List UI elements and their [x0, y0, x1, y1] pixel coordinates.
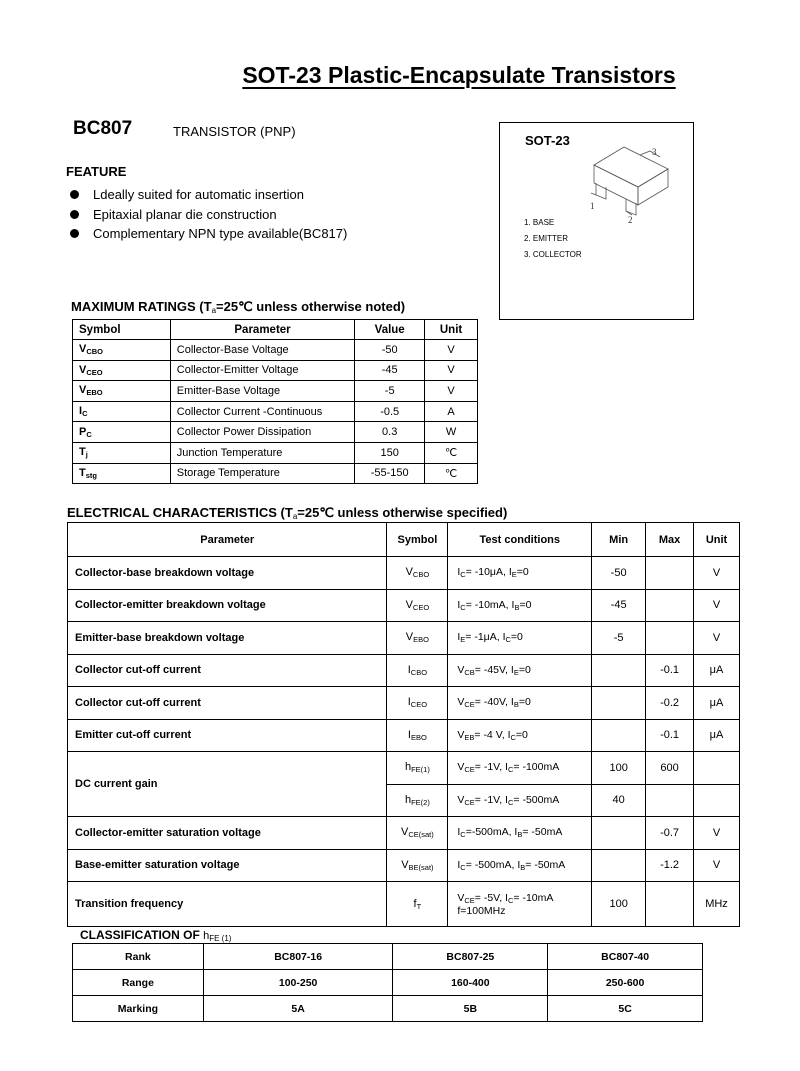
value-cell: 0.3 [355, 422, 425, 443]
table-row [73, 422, 478, 443]
test-conditions-cell: $V_{CB}= -45V$, $I_E=0$ [448, 654, 592, 687]
table-row [68, 817, 740, 850]
table-row [73, 401, 478, 422]
max-ratings-table [72, 319, 478, 484]
symbol-cell: $V_{EBO}$ [387, 622, 448, 655]
pin-label: 2. EMITTER [524, 234, 569, 243]
table-row [73, 463, 478, 484]
unit-cell: V [694, 817, 740, 850]
min-cell: -50 [592, 557, 646, 590]
min-cell [592, 817, 646, 850]
table-row [68, 849, 740, 882]
row-label-cell: Marking [73, 996, 204, 1022]
max-cell: 600 [646, 752, 694, 785]
max-cell [646, 557, 694, 590]
value-cell: 150 [355, 442, 425, 463]
value-cell: -5 [355, 381, 425, 402]
table-row [73, 360, 478, 381]
parameter-cell: Junction Temperature [170, 442, 355, 463]
unit-cell: μA [694, 654, 740, 687]
parameter-cell: Transition frequency [68, 882, 387, 927]
table-row [68, 719, 740, 752]
symbol-cell: $V_{BE(sat)}$ [387, 849, 448, 882]
table-header-row: Symbol Parameter Value Unit [73, 320, 478, 340]
symbol-cell: $I_C$ [73, 401, 171, 422]
min-cell: 100 [592, 752, 646, 785]
parameter-cell: Collector-Base Voltage [170, 340, 355, 361]
classification-cell: 5C [548, 996, 703, 1022]
unit-cell: V [694, 557, 740, 590]
row-label-cell: Range [73, 970, 204, 996]
table-row [68, 654, 740, 687]
unit-cell: μA [694, 719, 740, 752]
electrical-characteristics-table [67, 522, 740, 927]
unit-cell: ℃ [425, 442, 478, 463]
table-row [68, 589, 740, 622]
symbol-cell: $I_{CBO}$ [387, 654, 448, 687]
symbol-cell: $V_{EBO}$ [73, 381, 171, 402]
parameter-cell: Collector-Emitter Voltage [170, 360, 355, 381]
max-cell: -1.2 [646, 849, 694, 882]
min-cell: -5 [592, 622, 646, 655]
bullet-icon [70, 190, 79, 199]
test-conditions-cell: $V_{CE}= -1V$, $I_C= -500mA$ [448, 784, 592, 817]
svg-text:1: 1 [590, 201, 595, 211]
table-row [73, 381, 478, 402]
value-cell: -55-150 [355, 463, 425, 484]
min-cell [592, 687, 646, 720]
symbol-cell: $f_T$ [387, 882, 448, 927]
parameter-cell: Collector-base breakdown voltage [68, 557, 387, 590]
min-cell: 40 [592, 784, 646, 817]
pin-label: 1. BASE [524, 218, 555, 227]
pin-label: 3. COLLECTOR [524, 250, 582, 259]
symbol-cell: $T_j$ [73, 442, 171, 463]
table-row [73, 442, 478, 463]
unit-cell: V [425, 340, 478, 361]
table-header-row: Parameter Symbol Test conditions Min Max Unit [68, 523, 740, 557]
test-conditions-cell: $I_C= -10\mu A$, $I_E=0$ [448, 557, 592, 590]
max-ratings-heading: MAXIMUM RATINGS ($T_a=25℃$ unless otherwise noted) [71, 299, 406, 315]
table-row [68, 752, 740, 785]
feature-heading: FEATURE [66, 164, 127, 179]
parameter-cell: Collector Current -Continuous [170, 401, 355, 422]
parameter-cell: Collector cut-off current [68, 687, 387, 720]
min-cell: -45 [592, 589, 646, 622]
table-row [68, 882, 740, 927]
table-row [68, 622, 740, 655]
package-name: SOT-23 [525, 133, 570, 148]
symbol-cell: $V_{CEO}$ [387, 589, 448, 622]
test-conditions-cell: $V_{CE}= -1V$, $I_C= -100mA$ [448, 752, 592, 785]
unit-cell: V [694, 849, 740, 882]
table-row [73, 944, 703, 970]
test-conditions-cell: $V_{CE}= -40V$, $I_B=0$ [448, 687, 592, 720]
max-cell [646, 622, 694, 655]
unit-cell: ℃ [425, 463, 478, 484]
min-cell: 100 [592, 882, 646, 927]
sot23-package-icon [590, 143, 680, 233]
feature-item: Epitaxial planar die construction [70, 205, 347, 225]
table-row [73, 340, 478, 361]
unit-cell: V [694, 622, 740, 655]
parameter-cell: Collector-emitter breakdown voltage [68, 589, 387, 622]
row-label-cell: Rank [73, 944, 204, 970]
table-row [73, 996, 703, 1022]
classification-cell: 250-600 [548, 970, 703, 996]
max-cell: -0.2 [646, 687, 694, 720]
parameter-cell: Collector-emitter saturation voltage [68, 817, 387, 850]
classification-cell: BC807-40 [548, 944, 703, 970]
parameter-cell: Collector cut-off current [68, 654, 387, 687]
parameter-cell: Emitter-base breakdown voltage [68, 622, 387, 655]
symbol-cell: $I_{EBO}$ [387, 719, 448, 752]
test-conditions-cell: $I_C=-500mA$, $I_B= -50mA$ [448, 817, 592, 850]
value-cell: -0.5 [355, 401, 425, 422]
classification-table [72, 943, 703, 1022]
test-conditions-cell: $I_E= -1\mu A$, $I_C=0$ [448, 622, 592, 655]
symbol-cell: $P_C$ [73, 422, 171, 443]
unit-cell [694, 784, 740, 817]
table-row [68, 557, 740, 590]
bullet-icon [70, 210, 79, 219]
unit-cell: V [425, 381, 478, 402]
unit-cell: A [425, 401, 478, 422]
test-conditions-cell: $I_C= -500mA$, $I_B= -50mA$ [448, 849, 592, 882]
unit-cell: V [425, 360, 478, 381]
value-cell: -45 [355, 360, 425, 381]
symbol-cell: $V_{CE(sat)}$ [387, 817, 448, 850]
table-row [68, 687, 740, 720]
unit-cell [694, 752, 740, 785]
parameter-cell: Emitter-Base Voltage [170, 381, 355, 402]
symbol-cell: $h_{FE(1)}$ [387, 752, 448, 785]
table-row [73, 970, 703, 996]
max-cell: -0.7 [646, 817, 694, 850]
symbol-cell: $h_{FE(2)}$ [387, 784, 448, 817]
svg-text:2: 2 [628, 215, 633, 225]
part-number: BC807 [73, 118, 133, 139]
parameter-cell: Emitter cut-off current [68, 719, 387, 752]
unit-cell: W [425, 422, 478, 443]
classification-cell: 5B [393, 996, 548, 1022]
feature-item: Ldeally suited for automatic insertion [70, 185, 347, 205]
parameter-cell: Storage Temperature [170, 463, 355, 484]
min-cell [592, 654, 646, 687]
pin-list [524, 215, 582, 263]
unit-cell: V [694, 589, 740, 622]
classification-cell: BC807-25 [393, 944, 548, 970]
test-conditions-cell: $V_{CE}= -5V$, $I_C= -10mA$ f=100MHz [448, 882, 592, 927]
symbol-cell: $V_{CBO}$ [387, 557, 448, 590]
max-cell: -0.1 [646, 654, 694, 687]
document-title: SOT-23 Plastic-Encapsulate Transistors [242, 62, 676, 88]
max-cell: -0.1 [646, 719, 694, 752]
test-conditions-cell: $V_{EB}= -4$ V, $I_C=0$ [448, 719, 592, 752]
bullet-icon [70, 229, 79, 238]
part-type: TRANSISTOR (PNP) [173, 124, 296, 139]
symbol-cell: $V_{CBO}$ [73, 340, 171, 361]
min-cell [592, 719, 646, 752]
test-conditions-cell: $I_C= -10mA$, $I_B=0$ [448, 589, 592, 622]
symbol-cell: $T_{stg}$ [73, 463, 171, 484]
feature-item: Complementary NPN type available(BC817) [70, 224, 347, 244]
classification-heading: CLASSIFICATION OF $h_{FE (1)}$ [80, 928, 232, 943]
unit-cell: μA [694, 687, 740, 720]
unit-cell: MHz [694, 882, 740, 927]
electrical-heading: ELECTRICAL CHARACTERISTICS ($T_a=25℃$ unless otherwise specified) [67, 505, 508, 521]
classification-cell: 5A [203, 996, 393, 1022]
value-cell: -50 [355, 340, 425, 361]
max-cell [646, 589, 694, 622]
feature-list [70, 185, 347, 244]
svg-text:3: 3 [652, 147, 657, 157]
parameter-cell: Collector Power Dissipation [170, 422, 355, 443]
classification-cell: 100-250 [203, 970, 393, 996]
parameter-cell: DC current gain [68, 752, 387, 817]
classification-cell: 160-400 [393, 970, 548, 996]
symbol-cell: $V_{CEO}$ [73, 360, 171, 381]
classification-cell: BC807-16 [203, 944, 393, 970]
parameter-cell: Base-emitter saturation voltage [68, 849, 387, 882]
symbol-cell: $I_{CEO}$ [387, 687, 448, 720]
package-box [499, 122, 694, 320]
max-cell [646, 882, 694, 927]
min-cell [592, 849, 646, 882]
max-cell [646, 784, 694, 817]
